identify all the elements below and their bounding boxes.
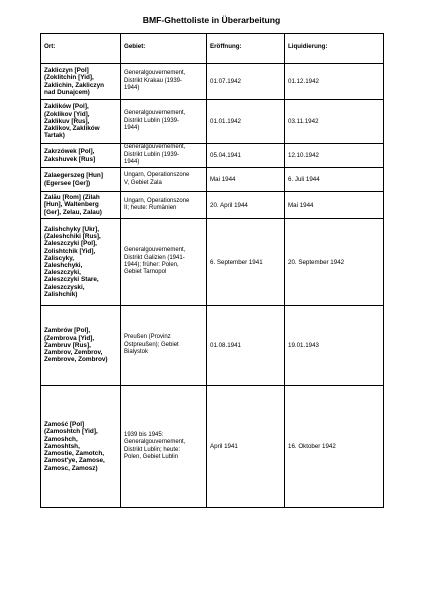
table-row	[41, 64, 384, 100]
ort-cell: Zakliczyn [Pol] (Zoklitchin [Yid], Zaklichin, Zakliczyn nad Dunajcem)	[41, 64, 121, 100]
gebiet-cell: Generalgouvernement, Distrikt Lublin (1939- 1944)	[121, 100, 207, 144]
eroeffnung-cell: April 1941	[207, 386, 285, 508]
eroeffnung-cell: 01.01.1942	[207, 100, 285, 144]
table-row	[41, 219, 384, 306]
ghetto-table	[40, 33, 384, 508]
eroeffnung-cell: 20. April 1944	[207, 192, 285, 219]
table-row	[41, 306, 384, 386]
gebiet-cell: Generalgouvernement, Distrikt Galizien (1941- 1944); früher: Polen, Gebiet Tarnopol	[121, 219, 207, 306]
gebiet-cell: Ungarn, Operationszone II; heute: Rumänien	[121, 192, 207, 219]
gebiet-cell: 1939 bis 1945: Generalgouvernement, Distrikt Lublin; heute: Polen, Gebiet Lublin	[121, 386, 207, 508]
liquidierung-cell: 20. September 1942	[285, 219, 384, 306]
liquidierung-cell: 12.10.1942	[285, 144, 384, 168]
eroeffnung-cell: 01.08.1941	[207, 306, 285, 386]
gebiet-cell: Ungarn, Operationszone V, Gebiet Zala	[121, 168, 207, 192]
ort-cell: Zaklików [Pol], (Zoklikov [Yid], Zaklikuv [Rus], Zaklikov, Zaklików Tartak)	[41, 100, 121, 144]
liquidierung-cell: Mai 1944	[285, 192, 384, 219]
liquidierung-cell: 01.12.1942	[285, 64, 384, 100]
header-liquidierung: Liquidierung:	[285, 34, 384, 64]
liquidierung-cell: 6. Juli 1944	[285, 168, 384, 192]
eroeffnung-cell: 6. September 1941	[207, 219, 285, 306]
gebiet-cell: Generalgouvernement, Distrikt Lublin (1939- 1944)	[121, 144, 207, 168]
ort-cell: Zamość [Pol] (Zamoshtch [Yid], Zamoshch, Zamoshtsh, Zamostie, Zamotch, Zamost'ye, Zamose, Zamosc, Zamosz)	[41, 386, 121, 508]
table-row	[41, 168, 384, 192]
liquidierung-cell: 19.01.1943	[285, 306, 384, 386]
eroeffnung-cell: 05.04.1941	[207, 144, 285, 168]
header-gebiet: Gebiet:	[121, 34, 207, 64]
header-ort: Ort:	[41, 34, 121, 64]
table-row	[41, 144, 384, 168]
table-row	[41, 192, 384, 219]
document-title: BMF-Ghettoliste in Überarbeitung	[142, 15, 281, 25]
table-row	[41, 386, 384, 508]
gebiet-cell: Preußen (Provinz Ostpreußen); Gebiet Bialystok	[121, 306, 207, 386]
gebiet-cell: Generalgouvernement, Distrikt Krakau (1939- 1944)	[121, 64, 207, 100]
ort-cell: Zambrów [Pol], (Zembrova [Yid], Zambruv [Rus], Zambrov, Zembrov, Zembrove, Zombrov)	[41, 306, 121, 386]
liquidierung-cell: 16. Oktober 1942	[285, 386, 384, 508]
header-eroeffnung: Eröffnung:	[207, 34, 285, 64]
liquidierung-cell: 03.11.1942	[285, 100, 384, 144]
eroeffnung-cell: Mai 1944	[207, 168, 285, 192]
ort-cell: Zakrzówek [Pol], Zakshuvek [Rus]	[41, 144, 121, 168]
table-row	[41, 100, 384, 144]
table-header-row	[41, 34, 384, 64]
eroeffnung-cell: 01.07.1942	[207, 64, 285, 100]
ort-cell: Zalaegerszeg [Hun] (Egersee [Ger])	[41, 168, 121, 192]
ort-cell: Zalău [Rom] (Zilah [Hun], Waltenberg [Ger], Zelau, Zalau)	[41, 192, 121, 219]
ort-cell: Zalishchyky [Ukr], (Zaleshchiki [Rus], Zaleszczyki [Pol], Zolishtchik [Yid], Zaliscyky, Zaleshchyki, Zaleszczyki, Zaleszczyki Stare, Zaleszczyski, Zalishchik)	[41, 219, 121, 306]
